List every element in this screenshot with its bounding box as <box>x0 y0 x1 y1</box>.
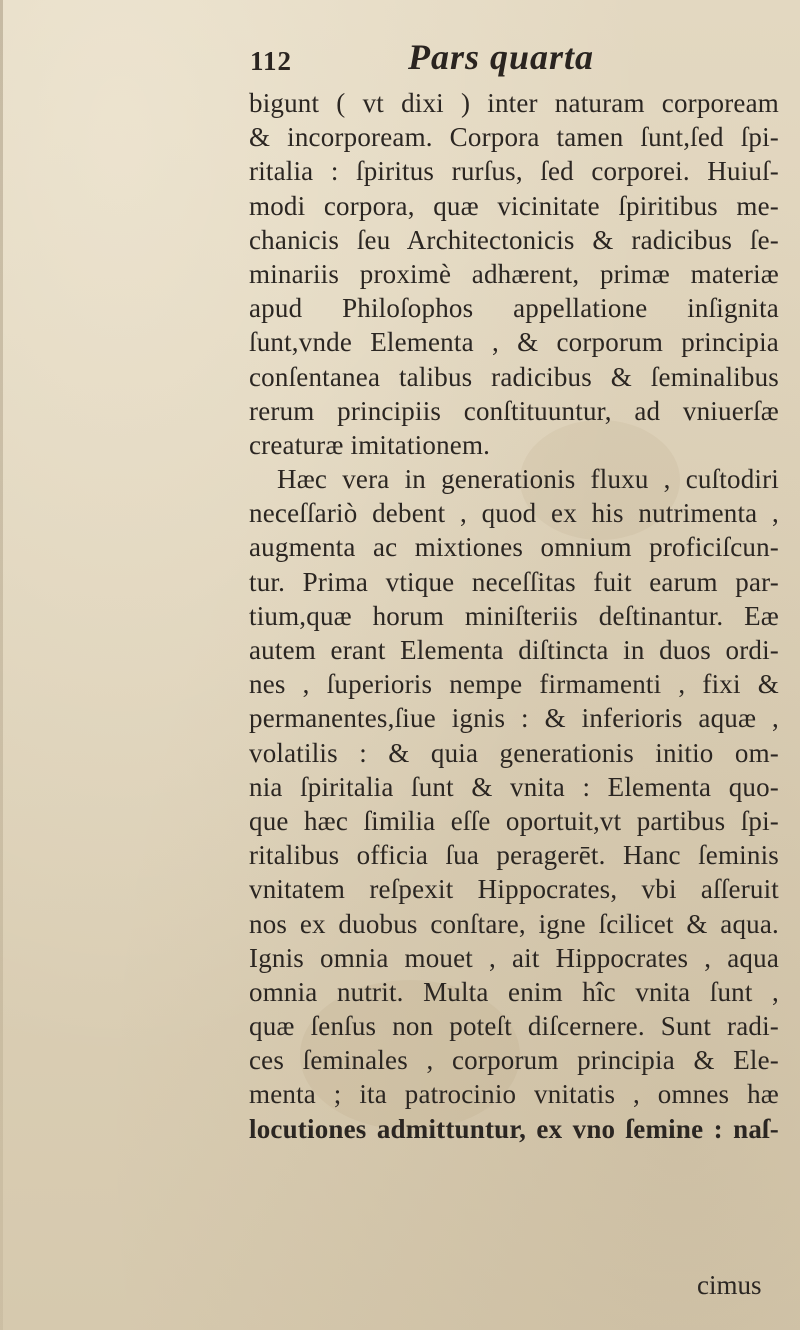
text-line: locutiones admittuntur, ex vno ſemine : naſ- <box>249 1113 779 1144</box>
text-line: chanicis ſeu Architectonicis & radicibus ſe- <box>249 224 779 255</box>
text-line: minariis proximè adhærent, primæ materiæ <box>249 258 779 289</box>
text-line: menta ; ita patrocinio vnitatis , omnes hæ <box>249 1079 779 1110</box>
text-line: ces ſeminales , corporum principia & Ele- <box>249 1045 779 1076</box>
text-line: rerum principiis conſtituuntur, ad vniuerſæ <box>249 395 779 426</box>
page-header <box>250 36 800 88</box>
text-line: Ignis omnia mouet , ait Hippocrates , aqua <box>249 942 779 973</box>
text-line: apud Philoſophos appellatione inſignita <box>249 293 779 324</box>
text-line: tium,quæ horum miniſteriis deſtinantur. Eæ <box>249 600 779 631</box>
text-line: que hæc ſimilia eſſe oportuit,vt partibus ſpi- <box>249 805 779 836</box>
text-line: neceſſariò debent , quod ex his nutrimenta , <box>249 498 779 529</box>
text-line: omnia nutrit. Multa enim hîc vnita ſunt , <box>249 976 779 1007</box>
paragraph-start-line: Hæc vera in generationis fluxu , cuſtodiri <box>277 464 779 495</box>
page-number: 112 <box>250 46 293 76</box>
text-line: ritalibus officia ſua peragerēt. Hanc ſeminis <box>249 840 779 871</box>
text-line: nos ex duobus conſtare, igne ſcilicet & aqua. <box>249 908 779 939</box>
text-line: ritalia : ſpiritus rurſus, ſed corporei. Huiuſ- <box>249 156 779 187</box>
text-line: permanentes,ſiue ignis : & inferioris aquæ , <box>249 703 779 734</box>
text-line: conſentanea talibus radicibus & ſeminalibus <box>249 361 779 392</box>
text-line: bigunt ( vt dixi ) inter naturam corpoream <box>249 88 779 118</box>
text-line: nes , ſuperioris nempe firmamenti , fixi & <box>249 669 779 700</box>
text-line: modi corpora, quæ vicinitate ſpiritibus me- <box>249 190 779 221</box>
text-line: autem erant Elementa diſtincta in duos ordi- <box>249 635 779 665</box>
text-line: ſunt,vnde Elementa , & corporum principia <box>249 327 779 358</box>
page-edge-shadow <box>0 0 3 1330</box>
text-line: volatilis : & quia generationis initio om- <box>249 737 779 768</box>
catchword: cimus <box>697 1270 762 1300</box>
paragraph-end-line: creaturæ imitationem. <box>249 429 491 460</box>
text-line: & incorpoream. Corpora tamen ſunt,ſed ſpi- <box>249 122 779 153</box>
text-line: tur. Prima vtique neceſſitas fuit earum par- <box>249 566 779 597</box>
text-line: augmenta ac mixtiones omnium proficiſcun- <box>249 532 779 563</box>
text-line: quæ ſenſus non poteſt diſcernere. Sunt radi- <box>249 1011 779 1042</box>
text-line: vnitatem reſpexit Hippocrates, vbi aſſeruit <box>249 874 779 905</box>
running-head: Pars quarta <box>408 37 595 77</box>
text-line: nia ſpiritalia ſunt & vnita : Elementa quo- <box>249 771 779 802</box>
main-text-block <box>249 86 779 1146</box>
